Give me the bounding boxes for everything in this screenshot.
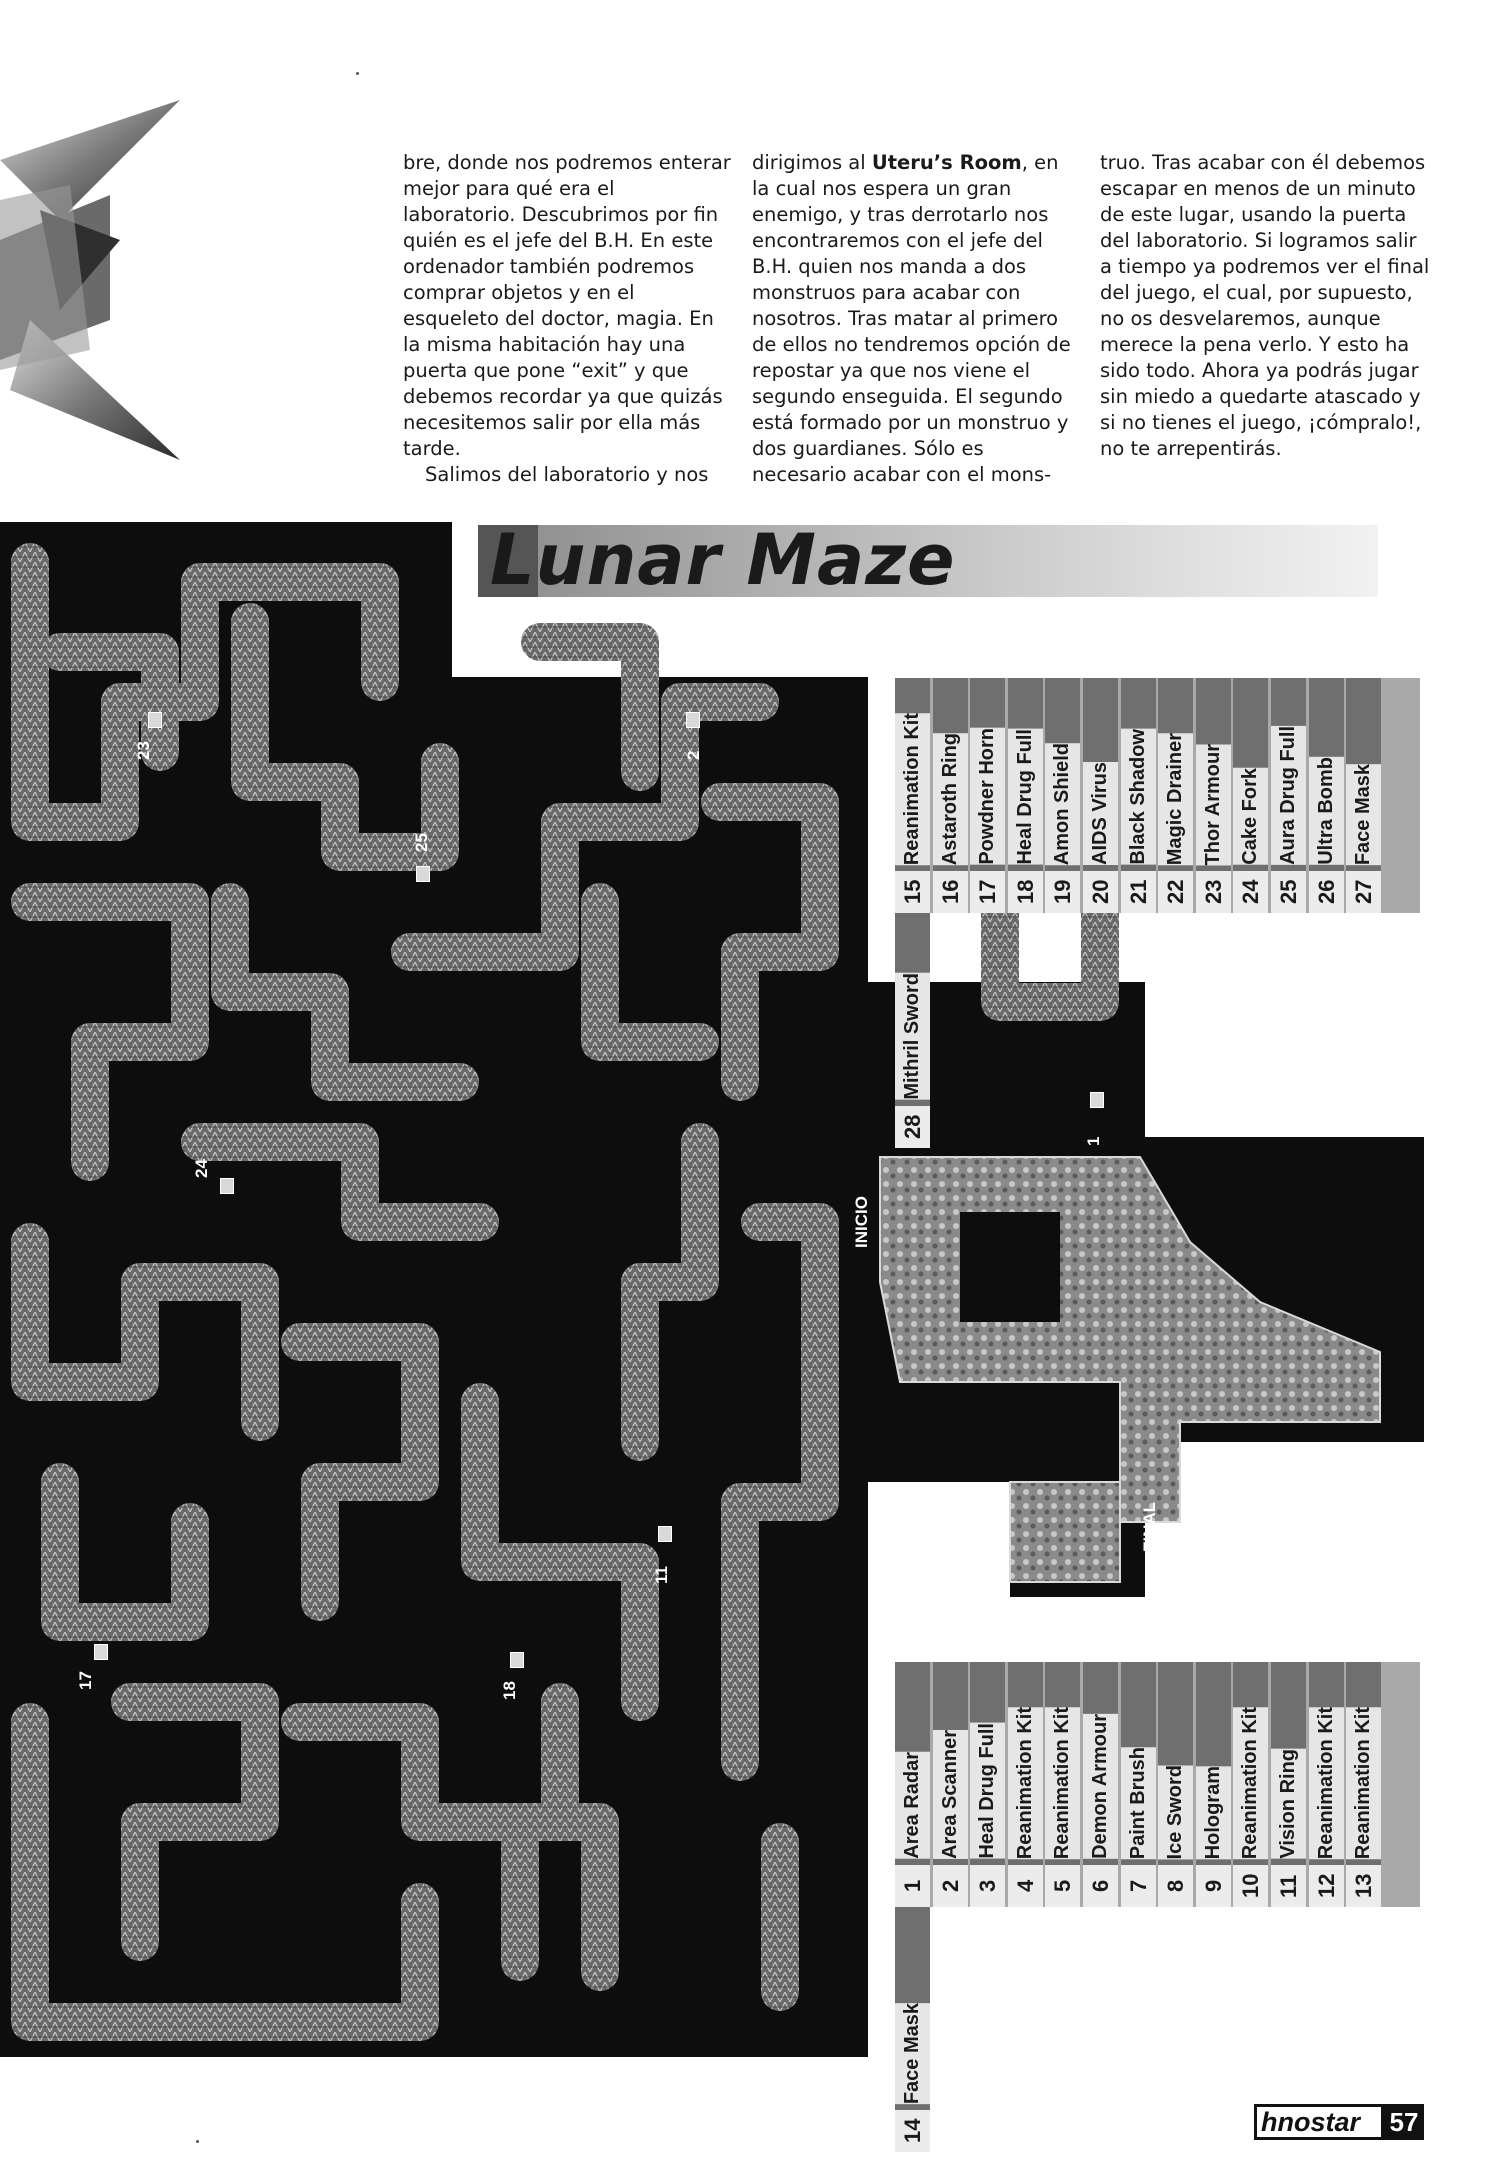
item-entry <box>1158 1662 1193 1907</box>
item-number: 5 <box>1045 1865 1080 1907</box>
item-name: Reanimation Kit <box>1233 1707 1268 1859</box>
item-entry <box>895 913 930 1148</box>
item-name: Face Mask <box>1346 764 1381 865</box>
article-column-2 <box>752 150 1082 488</box>
item-entry <box>1045 1662 1080 1907</box>
item-name: Heal Drug Full <box>1008 729 1043 865</box>
item-number: 11 <box>1271 1865 1306 1907</box>
item-name: Ice Sword <box>1158 1765 1193 1859</box>
item-number: 21 <box>1121 871 1156 913</box>
text-span: , en la cual nos espera un gran enemigo, y tras derrotarlo nos encontraremos con el jefe del B.H. quien nos manda a dos monstruos para acabar con nosotros. Tras matar al primero de ellos no tendremos opción de repostar ya que nos viene el segundo enseguida. El segundo está formado por un monstruo y dos guardianes. Sólo es necesario acabar con el mons- <box>752 151 1071 486</box>
item-entry <box>1045 678 1080 913</box>
map-label-25: 25 <box>412 833 431 852</box>
paragraph: bre, donde nos podremos enterar mejor para qué era el laboratorio. Descubrimos por fin quién es el jefe del B.H. En este ordenador también podremos comprar objetos y en el esqueleto del doctor, magia. En la misma habitación hay una puerta que pone “exit” y que debemos recordar ya que quizás necesitemos salir por ella más tarde. <box>403 151 731 460</box>
item-entry <box>895 1662 930 1907</box>
item-name: Face Mask <box>895 2003 930 2104</box>
item-number: 19 <box>1045 871 1080 913</box>
map-label-final: FINAL <box>1140 1501 1159 1552</box>
magazine-logo: hnostar <box>1254 2104 1384 2140</box>
item-name: Hologram <box>1196 1766 1231 1859</box>
item-name: Paint Brush <box>1121 1747 1156 1859</box>
item-name: Reanimation Kit <box>1045 1707 1080 1859</box>
item-entry <box>1233 1662 1268 1907</box>
map-item-marker <box>416 866 430 882</box>
item-number: 16 <box>933 871 968 913</box>
item-entry <box>895 678 930 913</box>
item-entry <box>1083 678 1118 913</box>
item-number: 2 <box>933 1865 968 1907</box>
page-number: 57 <box>1384 2104 1424 2140</box>
items-legend-top <box>895 678 1420 1140</box>
item-name: Powdner Horn <box>970 728 1005 865</box>
item-entry <box>1158 678 1193 913</box>
item-entry <box>1008 1662 1043 1907</box>
item-entry <box>1233 678 1268 913</box>
item-number: 14 <box>895 2110 930 2152</box>
item-entry <box>970 678 1005 913</box>
map-item-marker <box>1090 1092 1104 1108</box>
map-item-marker <box>510 1652 524 1668</box>
item-number: 24 <box>1233 871 1268 913</box>
map-label-24: 24 <box>192 1159 211 1178</box>
speck <box>196 2140 199 2143</box>
item-entry <box>970 1662 1005 1907</box>
item-number: 7 <box>1121 1865 1156 1907</box>
item-entry <box>895 1907 930 2152</box>
item-name: Reanimation Kit <box>1309 1707 1344 1859</box>
item-name: Cake Fork <box>1233 768 1268 865</box>
map-item-marker <box>686 712 700 728</box>
spiky-illustration <box>0 90 200 470</box>
item-number: 13 <box>1346 1865 1381 1907</box>
map-label-inicio: INICIO <box>852 1196 871 1248</box>
map-label-2: 2 <box>684 750 703 760</box>
item-entry <box>933 1662 968 1907</box>
item-entry <box>1271 1662 1306 1907</box>
map-label-1: 1 <box>1084 1136 1103 1146</box>
map-label-11: 11 <box>652 1566 671 1584</box>
item-name: Mithril Sword <box>895 973 930 1100</box>
item-number: 4 <box>1008 1865 1043 1907</box>
item-entry <box>1346 678 1381 913</box>
item-entry <box>1008 678 1043 913</box>
map-item-marker <box>658 1526 672 1542</box>
item-number: 18 <box>1008 871 1043 913</box>
item-number: 9 <box>1196 1865 1231 1907</box>
item-number: 26 <box>1309 871 1344 913</box>
item-number: 22 <box>1158 871 1193 913</box>
item-name: AIDS Virus <box>1083 762 1118 865</box>
item-number: 1 <box>895 1865 930 1907</box>
item-name: Area Scanner <box>933 1730 968 1859</box>
item-entry <box>1196 678 1231 913</box>
item-name: Amon Shield <box>1045 743 1080 865</box>
map-item-marker <box>94 1644 108 1660</box>
room-name: Uteru’s Room <box>871 151 1022 174</box>
map-label-23: 23 <box>134 741 153 760</box>
item-name: Ultra Bomb <box>1309 757 1344 865</box>
section-title: Lunar Maze <box>490 519 956 601</box>
text-span: dirigimos al <box>752 151 872 174</box>
item-entry <box>1121 678 1156 913</box>
map-label-18: 18 <box>500 1681 519 1700</box>
map-label-17: 17 <box>76 1671 95 1690</box>
item-number: 23 <box>1196 871 1231 913</box>
article-column-3 <box>1100 150 1430 462</box>
item-entry <box>1309 678 1344 913</box>
item-number: 28 <box>895 1106 930 1148</box>
item-number: 10 <box>1233 1865 1268 1907</box>
item-entry <box>933 678 968 913</box>
item-number: 12 <box>1309 1865 1344 1907</box>
speck <box>356 72 359 75</box>
item-name: Reanimation Kit <box>1346 1707 1381 1859</box>
item-name: Reanimation Kit <box>895 713 930 865</box>
item-number: 27 <box>1346 871 1381 913</box>
map-item-marker <box>220 1178 234 1194</box>
article-column-1 <box>403 150 733 488</box>
item-name: Vision Ring <box>1271 1749 1306 1859</box>
item-name: Thor Armour <box>1196 744 1231 865</box>
item-entry <box>1083 1662 1118 1907</box>
item-entry <box>1309 1662 1344 1907</box>
item-entry <box>1346 1662 1381 1907</box>
item-name: Heal Drug Full <box>970 1723 1005 1859</box>
item-name: Demon Armour <box>1083 1714 1118 1859</box>
item-name: Reanimation Kit <box>1008 1707 1043 1859</box>
item-name: Magic Drainer <box>1158 733 1193 865</box>
paragraph: Salimos del laboratorio y nos <box>425 463 709 486</box>
item-number: 17 <box>970 871 1005 913</box>
item-number: 15 <box>895 871 930 913</box>
item-entry <box>1196 1662 1231 1907</box>
item-number: 6 <box>1083 1865 1118 1907</box>
item-entry <box>1121 1662 1156 1907</box>
item-name: Aura Drug Full <box>1271 726 1306 865</box>
item-name: Black Shadow <box>1121 729 1156 865</box>
item-name: Area Radar <box>895 1752 930 1859</box>
item-number: 25 <box>1271 871 1306 913</box>
paragraph <box>752 150 1082 488</box>
item-number: 8 <box>1158 1865 1193 1907</box>
item-number: 20 <box>1083 871 1118 913</box>
item-number: 3 <box>970 1865 1005 1907</box>
item-entry <box>1271 678 1306 913</box>
paragraph: truo. Tras acabar con él debemos escapar en menos de un minuto de este lugar, usando la puerta del laboratorio. Si logramos salir a tiempo ya podremos ver el final del juego, el cual, por supuesto, no os desvelaremos, aunque merece la pena verlo. Y esto ha sido todo. Ahora ya podrás jugar sin miedo a quedarte atascado y si no tienes el juego, ¡cómpralo!, no te arrepentirás. <box>1100 151 1430 460</box>
map-item-marker <box>148 712 162 728</box>
item-name: Astaroth Ring <box>933 733 968 865</box>
